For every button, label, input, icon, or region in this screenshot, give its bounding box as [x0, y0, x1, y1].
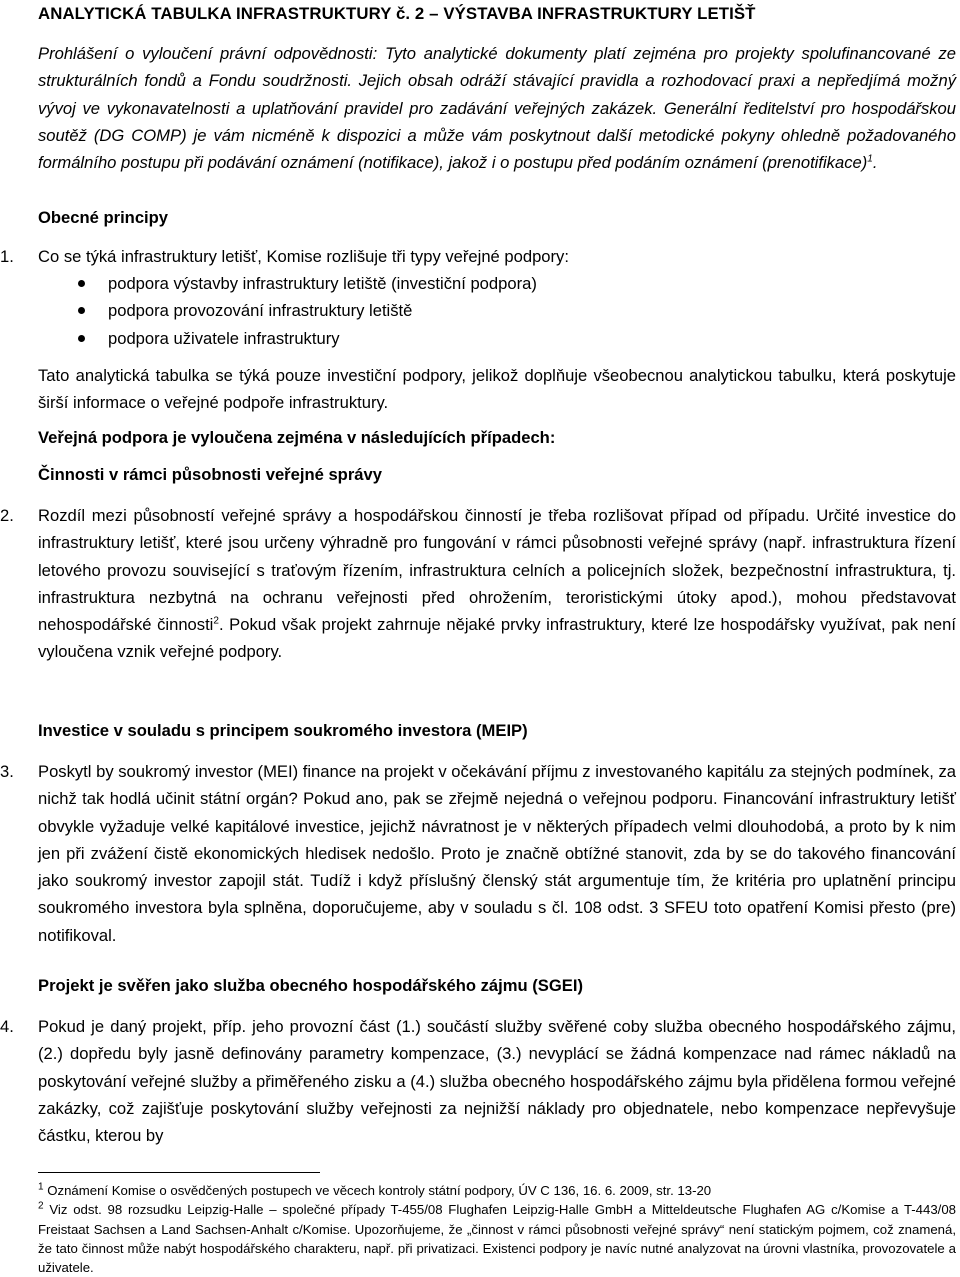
bullet-icon [78, 335, 85, 342]
item-4-text: Pokud je daný projekt, příp. jeho provozní část (1.) součástí služby svěřené coby služba obecného hospodářského zájmu, (2.) dopředu byly jasně definovány parametry kompenzace, (3.) nevyplácí se žádná kompenzace nad rámec nákladů na poskytování veřejné služby a přiměřeného zisku a (4.) služba obecného hospodářského zájmu byla přidělena formou veřejné zakázky, což zajišťuje poskytování služby veřejnosti za nejnižší náklady pro objednatele, nebo kompenzace nepřevyšuje částku, kterou by [38, 1017, 956, 1146]
item-2-text-a: Rozdíl mezi působností veřejné správy a hospodářskou činností je třeba rozlišovat případ od případu. Určité investice do infrastruktury letišť, které jsou určeny výhradně pro fungování v rámci působnosti veřejné správy (např. infrastruktura řízení letového provozu související s traťovým řízením, infrastruktura celních a policejních složek, bezpečnostní infrastruktura, tj. infrastruktura nezbytná na ochranu veřejnosti před ohrožením, teroristickými útoky apod.), mohou představovat nehospodářské činnosti [38, 506, 956, 635]
list-item [78, 270, 537, 297]
heading-public-authority: Činnosti v rámci působnosti veřejné správy [38, 465, 382, 484]
item-4-number: 4. [0, 1017, 14, 1036]
heading-general-principles: Obecné principy [38, 208, 169, 227]
item-2-text-b: . Pokud však projekt zahrnuje nějaké prvky infrastruktury, které lze hospodářsky využívat, pak není vyloučena vznik veřejné podpory. [38, 615, 956, 662]
footnote-mark-1: 1 [38, 1181, 44, 1193]
footnote-mark-2: 2 [38, 1200, 44, 1212]
item-1-note: Tato analytická tabulka se týká pouze investiční podpory, jelikož doplňuje všeobecnou analytickou tabulku, která poskytuje širší informace o veřejné podpoře infrastruktury. [38, 366, 956, 413]
heading-excluded: Veřejná podpora je vyloučena zejména v následujících případech: [38, 428, 556, 447]
list-item-text: podpora uživatele infrastruktury [108, 328, 340, 348]
item-2-paragraph [0, 502, 956, 666]
list-item [78, 297, 537, 324]
list-item-text: podpora provozování infrastruktury letiště [108, 301, 413, 321]
footnote-ref-1[interactable]: 1 [867, 153, 873, 165]
bullet-icon [78, 307, 85, 314]
item-3-text: Poskytl by soukromý investor (MEI) finance na projekt v očekávání příjmu z investovaného kapitálu za stejných podmínek, za nichž tak hodlá učinit státní orgán? Pokud ano, pak se zřejmě nejedná o veřejnou podporu. Financování infrastruktury letišť obvykle vyžaduje velké kapitálové investice, jejichž návratnost je v některých případech velmi dlouhodobá, a proto by k nim jen při zvážení čistě ekonomických hledisek nedošlo. Proto je značně obtížné stanovit, zda by se do takového financování jako soukromý investor zapojil stát. Tudíž i když příslušný členský stát argumentuje tím, že kritéria pro uplatnění principu soukromého investora byla splněna, doporučujeme, aby v souladu s čl. 108 odst. 3 SFEU toto opatření Komisi přesto (pre) notifikoval. [38, 762, 956, 945]
footnote-2 [38, 1200, 956, 1277]
footnote-divider [38, 1172, 320, 1173]
list-item [78, 325, 537, 352]
heading-sgei: Projekt je svěřen jako služba obecného hospodářského zájmu (SGEI) [38, 976, 583, 995]
support-types-list [78, 270, 537, 352]
document-title: ANALYTICKÁ TABULKA INFRASTRUKTURY č. 2 – VÝSTAVBA INFRASTRUKTURY LETIŠŤ [38, 4, 756, 23]
disclaimer-text: Prohlášení o vyloučení právní odpovědnosti: Tyto analytické dokumenty platí zejména pro projekty spolufinancované ze strukturálních fondů a Fondu soudržnosti. Jejich obsah odráží stávající pravidla a rozhodovací praxi a nepředjímá možný vývoj ve vykonavatelnosti a uplatňování pravidel pro zadávání veřejných zakázek. Generální ředitelství pro hospodářskou soutěž (DG COMP) je vám nicméně k dispozici a může vám poskytnout další metodické pokyny ohledně požadovaného formálního postupu při podávání oznámení (notifikace), jakož i o postupu před podáním oznámení (prenotifikace) [38, 44, 956, 173]
footnote-1 [38, 1181, 956, 1200]
footnote-2-text: Viz odst. 98 rozsudku Leipzig-Halle – společné případy T-455/08 Flughafen Leipzig-Halle GmbH a Mitteldeutsche Flughafen AG c/Komise a T-443/08 Freistaat Sachsen a Land Sachsen-Anhalt c/Komise. Upozorňujeme, že „činnost v rámci působnosti veřejné správy“ není statickým pojmem, což znamená, že tato činnost může nabýt hospodářského charakteru, např. při privatizaci. Existenci podpory je navíc nutné analyzovat na úrovni vlastníka, provozovatele a uživatele. [38, 1202, 956, 1276]
item-1-intro-text: Co se týká infrastruktury letišť, Komise rozlišuje tři typy veřejné podpory: [38, 247, 569, 266]
disclaimer-paragraph [38, 40, 956, 176]
disclaimer-end: . [872, 153, 878, 173]
footnote-1-text: Oznámení Komise o osvědčených postupech ve věcech kontroly státní podpory, ÚV C 136, 16. 6. 2009, str. 13-20 [43, 1183, 712, 1198]
heading-meip: Investice v souladu s principem soukromého investora (MEIP) [38, 721, 528, 740]
item-3-number: 3. [0, 762, 14, 781]
footnotes [38, 1181, 956, 1277]
item-4-paragraph [0, 1013, 956, 1149]
item-1-intro [0, 243, 956, 270]
bullet-icon [78, 280, 85, 287]
item-2-number: 2. [0, 506, 14, 525]
list-item-text: podpora výstavby infrastruktury letiště (investiční podpora) [108, 274, 537, 293]
item-1-number: 1. [0, 247, 14, 266]
item-3-paragraph [0, 758, 956, 949]
footnote-ref-2[interactable]: 2 [213, 615, 219, 627]
